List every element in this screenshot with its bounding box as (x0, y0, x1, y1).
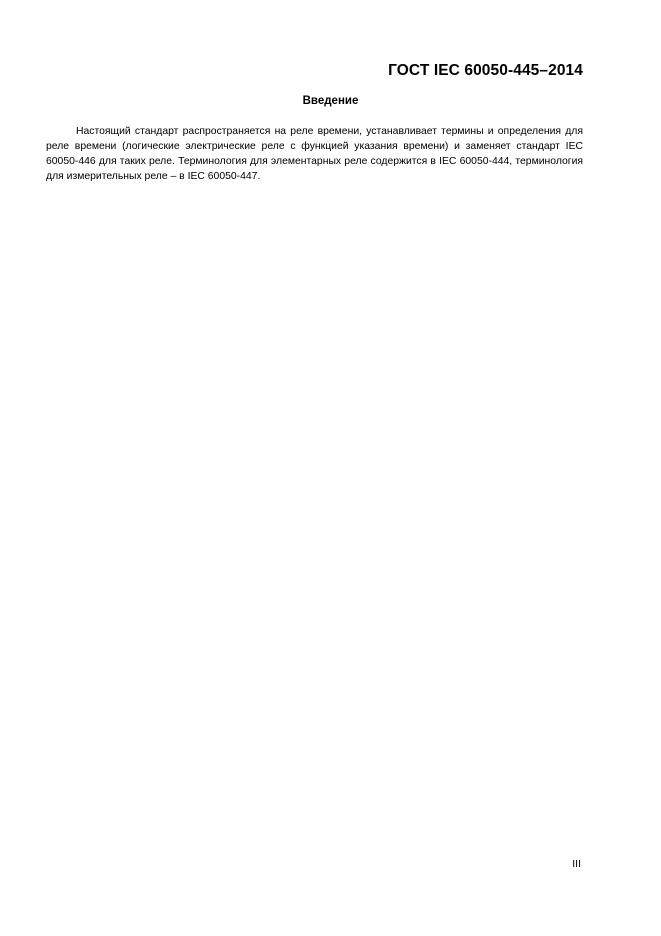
page-number: III (572, 858, 581, 870)
introduction-paragraph: Настоящий стандарт распространяется на реле времени, устанавливает термины и определения для реле времени (логические электрические реле с функцией указания времени) и заменяет стандарт IEC 60050-446 для таких реле. Терминология для элементарных реле содержится в IEC 60050-444, терминология для измерительных реле – в IEC 60050-447. (46, 126, 583, 182)
document-code-header: ГОСТ IEC 60050-445–2014 (388, 62, 583, 79)
section-title: Введение (302, 95, 359, 107)
